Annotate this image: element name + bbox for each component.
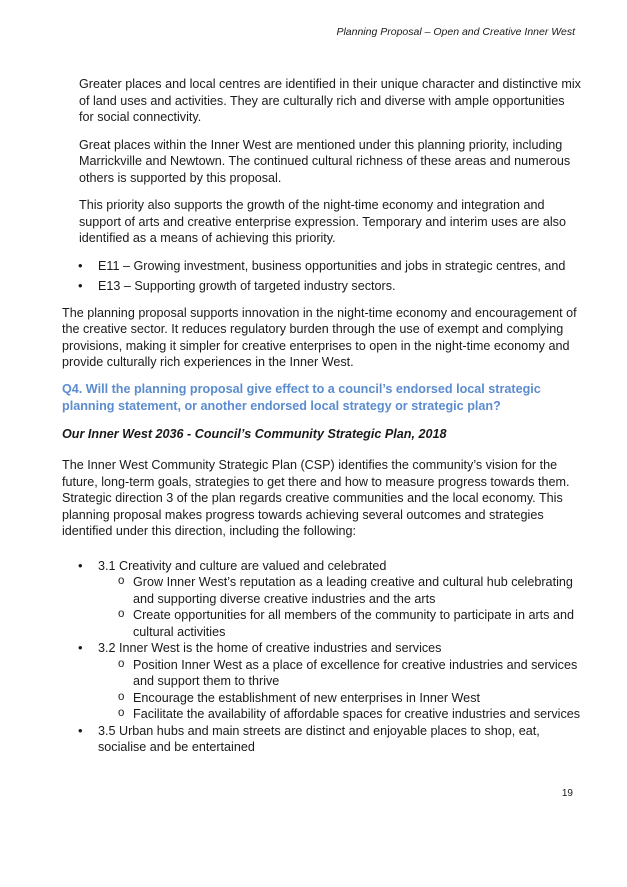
paragraph-night-time-priority: This priority also supports the growth of the night-time economy and integration and support of arts and creative enterprise expression. Temporary and interim uses are also identified as a means of achieving this priority. — [79, 198, 566, 245]
strategies-list — [98, 657, 582, 723]
list-item: • E11 – Growing investment, business opportunities and jobs in strategic centres, and — [62, 258, 582, 275]
outcomes-list — [62, 558, 582, 756]
list-item: o Encourage the establishment of new enterprises in Inner West — [98, 690, 582, 707]
list-item: o Position Inner West as a place of excellence for creative industries and services and support them to thrive — [98, 657, 582, 690]
list-item: o Grow Inner West’s reputation as a leading creative and cultural hub celebrating and supporting diverse creative industries and the arts — [98, 574, 582, 607]
list-item: • E13 – Supporting growth of targeted industry sectors. — [62, 278, 582, 295]
paragraph-great-places-inner-west: Great places within the Inner West are mentioned under this planning priority, including Marrickville and Newtown. The continued cultural richness of these areas and numerous others is supported by this proposal. — [79, 137, 571, 185]
list-item: o Create opportunities for all members of the community to participate in arts and cultural activities — [98, 607, 582, 640]
list-item — [62, 558, 582, 641]
paragraph-csp: The Inner West Community Strategic Plan (CSP) identifies the community’s vision for the future, long-term goals, strategies to get there and how to measure progress towards them. Strategic direction 3 of the plan regards creative communities and the local economy. This planning proposal makes progress towards achieving several outcomes and strategies identified under this direction, including the following: — [62, 458, 570, 538]
page-number: 19 — [561, 788, 573, 799]
priority-bullet-list — [62, 258, 582, 295]
outcome-label: 3.2 Inner West is the home of creative industries and services — [98, 641, 442, 655]
subheading-csp: Our Inner West 2036 - Council’s Community Strategic Plan, 2018 — [62, 426, 447, 441]
outcome-label: 3.5 Urban hubs and main streets are distinct and enjoyable places to shop, eat, socialise and be entertained — [98, 723, 540, 754]
running-header: Planning Proposal – Open and Creative Inner West — [336, 26, 575, 38]
strategies-list — [98, 574, 582, 640]
page-body — [62, 76, 582, 756]
question-heading-q4: Q4. Will the planning proposal give effect to a council’s endorsed local strategic planning statement, or another endorsed local strategy or strategic plan? — [62, 381, 541, 413]
list-item — [62, 723, 582, 756]
outcome-label: 3.1 Creativity and culture are valued and celebrated — [98, 558, 387, 573]
list-item: o Facilitate the availability of affordable spaces for creative industries and services — [98, 706, 582, 723]
paragraph-proposal-support: The planning proposal supports innovation in the night-time economy and encouragement of the creative sector. It reduces regulatory burden through the use of exempt and complying provisions, making it simpler for creative enterprises to open in the night-time economy and provide culturally rich experiences in the Inner West. — [62, 305, 577, 369]
paragraph-great-places-centres: Greater places and local centres are identified in their unique character and distinctive mix of land uses and activities. They are culturally rich and diverse with ample opportunities for social connectivity. — [79, 77, 581, 124]
list-item — [62, 640, 582, 723]
